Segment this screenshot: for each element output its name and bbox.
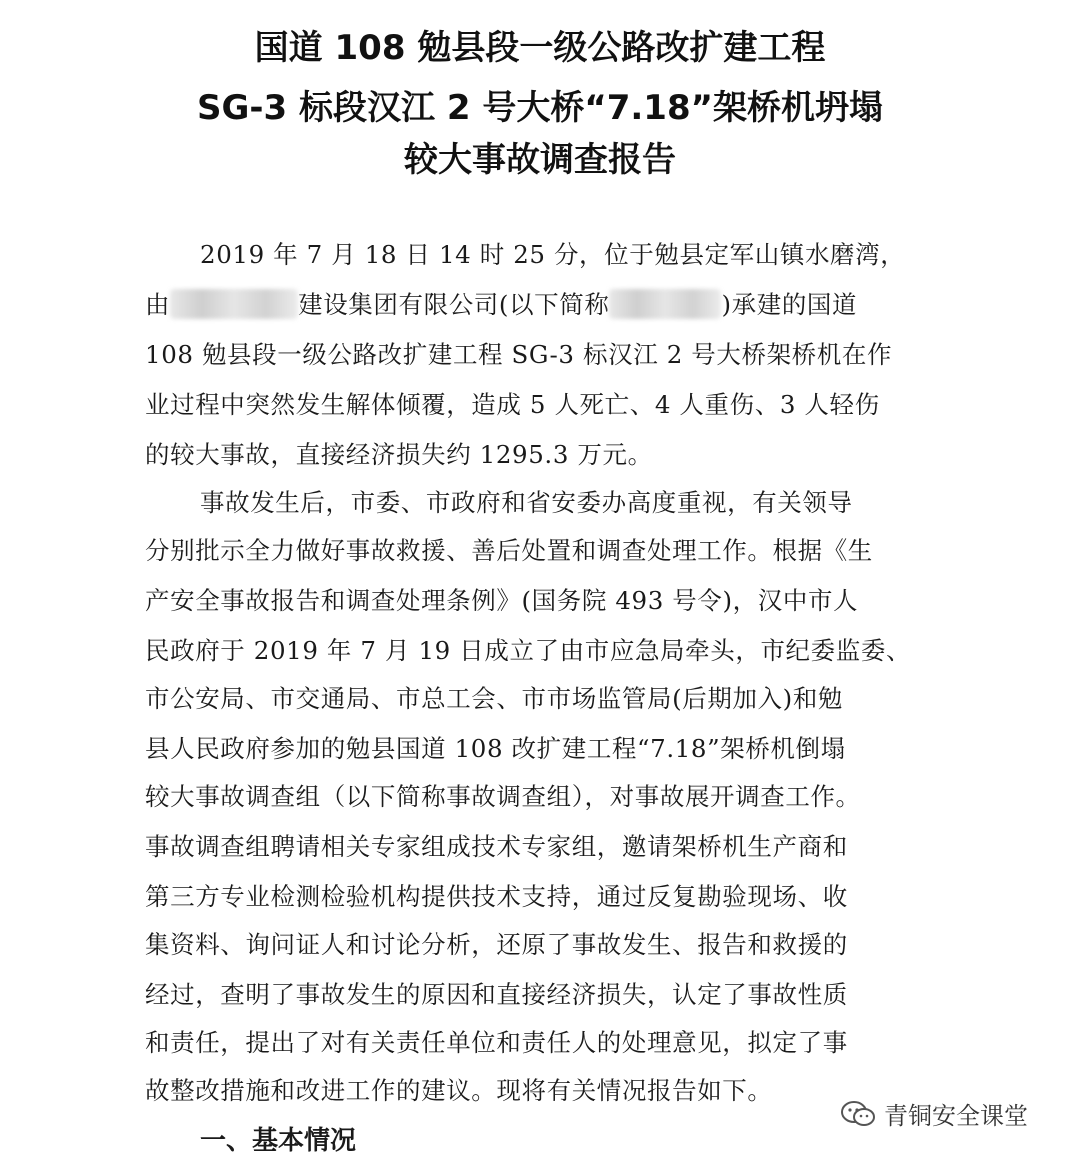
watermark-text: 青铜安全课堂 [884, 1102, 1028, 1130]
body-text: 由 [145, 290, 171, 319]
body-line: 事故调查组聘请相关专家组成技术专家组，邀请架桥机生产商和 [145, 832, 848, 861]
wechat-icon [840, 1100, 876, 1128]
redaction-blur [170, 289, 298, 319]
body-line-redacted [145, 286, 965, 321]
redaction-blur [609, 289, 721, 319]
body-line: 集资料、询问证人和讨论分析，还原了事故发生、报告和救援的 [145, 930, 848, 959]
body-line: 民政府于 2019 年 7 月 19 日成立了由市应急局牵头，市纪委监委、 [145, 636, 912, 665]
report-title-line-1: 国道 108 勉县段一级公路改扩建工程 [254, 28, 826, 68]
body-line: 市公安局、市交通局、市总工会、市市场监管局(后期加入)和勉 [145, 684, 844, 713]
body-line: 和责任，提出了对有关责任单位和责任人的处理意见，拟定了事 [145, 1028, 848, 1057]
body-text: )承建的国道 [721, 290, 858, 319]
body-line: 较大事故调查组（以下简称事故调查组），对事故展开调查工作。 [145, 782, 861, 811]
body-line: 县人民政府参加的勉县国道 108 改扩建工程“7.18”架桥机倒塌 [145, 734, 846, 763]
body-line: 分别批示全力做好事故救援、善后处置和调查处理工作。根据《生 [145, 536, 873, 565]
source-watermark [840, 1096, 1028, 1131]
body-text: 建设集团有限公司(以下简称 [298, 290, 610, 319]
body-line: 的较大事故，直接经济损失约 1295.3 万元。 [145, 440, 653, 469]
body-line: 2019 年 7 月 18 日 14 时 25 分，位于勉县定军山镇水磨湾， [200, 240, 906, 269]
report-title-line-2: SG-3 标段汉江 2 号大桥“7.18”架桥机坍塌 [197, 88, 883, 128]
body-line: 产安全事故报告和调查处理条例》(国务院 493 号令)，汉中市人 [145, 586, 859, 615]
body-line: 经过，查明了事故发生的原因和直接经济损失，认定了事故性质 [145, 980, 848, 1009]
section-heading-basic-info: 一、基本情况 [200, 1126, 357, 1156]
body-line: 故整改措施和改进工作的建议。现将有关情况报告如下。 [145, 1076, 773, 1105]
body-line: 第三方专业检测检验机构提供技术支持，通过反复勘验现场、收 [145, 882, 848, 911]
body-line: 业过程中突然发生解体倾覆，造成 5 人死亡、4 人重伤、3 人轻伤 [145, 390, 880, 419]
report-title-line-3: 较大事故调查报告 [404, 140, 676, 180]
body-line: 108 勉县段一级公路改扩建工程 SG-3 标汉江 2 号大桥架桥机在作 [145, 340, 893, 369]
body-line: 事故发生后，市委、市政府和省安委办高度重视，有关领导 [200, 488, 853, 517]
